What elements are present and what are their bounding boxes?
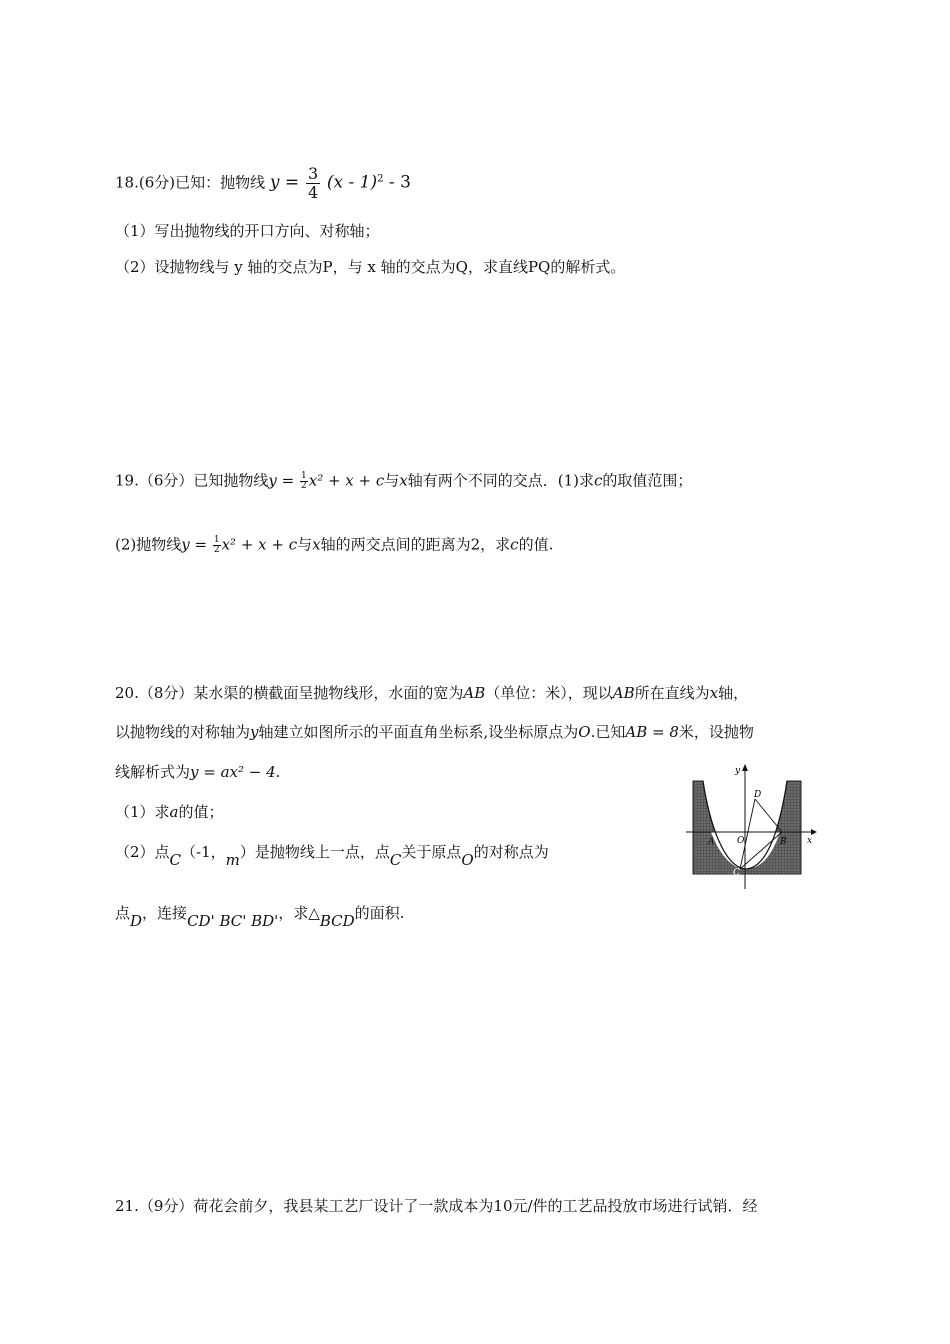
q19-text-b: 轴有两个不同的交点．(1)求 — [407, 471, 595, 490]
q19-frac-num: 1 — [301, 471, 307, 481]
fig-label-c: C — [733, 868, 740, 878]
q18-frac-num: 3 — [307, 164, 319, 183]
q20-p2-b: （-1， — [181, 843, 226, 861]
q20-p2-d: 关于原点 — [401, 843, 462, 861]
fig-label-a: A — [708, 837, 715, 847]
q20-l3-b: . — [275, 763, 281, 781]
q18-eq-right: (x - 1) — [326, 172, 378, 193]
q20-l1-a: 20.（8分）某水渠的横截面呈抛物线形，水面的宽为 — [115, 684, 464, 702]
fig-label-x: x — [807, 836, 813, 846]
q20-p2-c: ）是抛物线上一点，点 — [239, 843, 390, 861]
q18-frac-den: 4 — [307, 183, 319, 202]
q19-l2-c: 轴的两交点间的距离为2，求 — [320, 535, 511, 554]
q20-eq-parab: y = ax² − 4 — [190, 763, 276, 781]
q20-line2 — [115, 725, 754, 740]
y-axis-arrow — [742, 764, 748, 771]
q19-var-x: x — [399, 471, 408, 490]
q20-l1-b: （单位：米），现以 — [485, 684, 613, 702]
q20-var-c-2: C — [389, 851, 402, 869]
q20-line6 — [115, 904, 405, 930]
q19-l2-a: (2)抛物线 — [115, 535, 182, 554]
q19-label: 19.（6分）已知抛物线 — [115, 471, 269, 490]
q19-l2-d: 的值. — [518, 535, 554, 554]
q18-eq-left: y = — [269, 172, 300, 193]
q19-l2-var-c: c — [510, 535, 519, 554]
q20-figure — [683, 761, 818, 891]
q19-l2-frac-num: 1 — [213, 535, 220, 545]
q20-l1-c: 所在直线为 — [634, 684, 710, 702]
q20-part2 — [115, 843, 549, 869]
q20-p2-e: 的对称点为 — [473, 843, 549, 861]
q20-var-o-2: O — [461, 851, 474, 869]
q19-eq-rest: x² + x + c — [308, 471, 385, 490]
q20-segs: CD' BC' BD' — [187, 912, 279, 930]
q19-frac-den: 2 — [301, 481, 307, 491]
q20-l1-d: 轴， — [718, 684, 749, 702]
q20-l2-a: 以抛物线的对称轴为 — [115, 723, 251, 741]
q18-part1: （1）写出抛物线的开口方向、对称轴； — [115, 222, 380, 240]
fig-label-o: O — [737, 836, 745, 846]
q20-l6-c: ，求△ — [278, 904, 320, 922]
q19-eq-y: y = — [268, 471, 299, 490]
q21-line1: 21.（9分）荷花会前夕，我县某工艺厂设计了一款成本为10元/件的工艺品投放市场进行试销．经 — [115, 1197, 758, 1215]
q20-line1 — [115, 686, 748, 701]
q20-var-ab: AB — [463, 684, 486, 702]
fig-label-d: D — [754, 790, 762, 800]
q20-l2-d: 米，设抛物 — [678, 723, 754, 741]
q19-line1 — [115, 472, 692, 491]
fig-label-b: B — [780, 837, 787, 847]
q20-tri: BCD — [319, 912, 355, 930]
q19-l2-var-x: x — [312, 535, 321, 554]
q20-l6-b: ，连接 — [142, 904, 188, 922]
q20-eq-ab: AB = 8 — [625, 723, 679, 741]
q20-var-c: C — [169, 851, 182, 869]
q20-l6-a: 点 — [115, 904, 131, 922]
fig-label-y: y — [735, 766, 741, 776]
q20-var-d: D — [130, 912, 143, 930]
q20-l2-b: 轴建立如图所示的平面直角坐标系,设坐标原点为 — [258, 723, 579, 741]
q18-fraction — [306, 165, 320, 202]
q19-l2-eq-y: y = — [181, 535, 212, 554]
q20-line3 — [115, 765, 280, 780]
q19-fraction — [300, 472, 308, 491]
q20-p2-a: （2）点 — [115, 843, 170, 861]
q20-l6-d: 的面积. — [354, 904, 405, 922]
q18-label: 18.(6分)已知：抛物线 — [115, 173, 266, 192]
q20-var-o: O — [578, 723, 591, 741]
segment-bd — [755, 799, 782, 832]
q19-text-a: 与 — [384, 471, 400, 490]
q18-title — [115, 165, 411, 202]
q20-var-y: y — [250, 723, 259, 741]
q20-l3-a: 线解析式为 — [115, 763, 191, 781]
q19-l2-fraction — [213, 536, 221, 555]
q20-var-a: a — [169, 803, 179, 821]
q20-p1-b: 的值； — [178, 803, 224, 821]
q20-p1-a: （1）求 — [115, 803, 170, 821]
q18-eq-tail: - 3 — [383, 172, 411, 193]
q19-line2 — [115, 536, 553, 555]
q18-eq-exp: 2 — [377, 173, 384, 185]
q20-l2-c: .已知 — [590, 723, 626, 741]
q20-var-m: m — [225, 851, 240, 869]
q19-l2-frac-den: 2 — [213, 545, 220, 555]
q19-text-c: 的取值范围； — [602, 471, 693, 490]
q19-l2-eq-rest: x² + x + c — [221, 535, 298, 554]
x-axis-arrow — [811, 829, 817, 835]
q20-part1 — [115, 805, 224, 820]
q20-var-x: x — [709, 684, 719, 702]
q20-var-ab-2: AB — [612, 684, 635, 702]
q19-l2-b: 与 — [297, 535, 313, 554]
q19-var-c: c — [594, 471, 603, 490]
q18-part2: （2）设抛物线与 y 轴的交点为P，与 x 轴的交点为Q，求直线PQ的解析式。 — [115, 258, 626, 276]
